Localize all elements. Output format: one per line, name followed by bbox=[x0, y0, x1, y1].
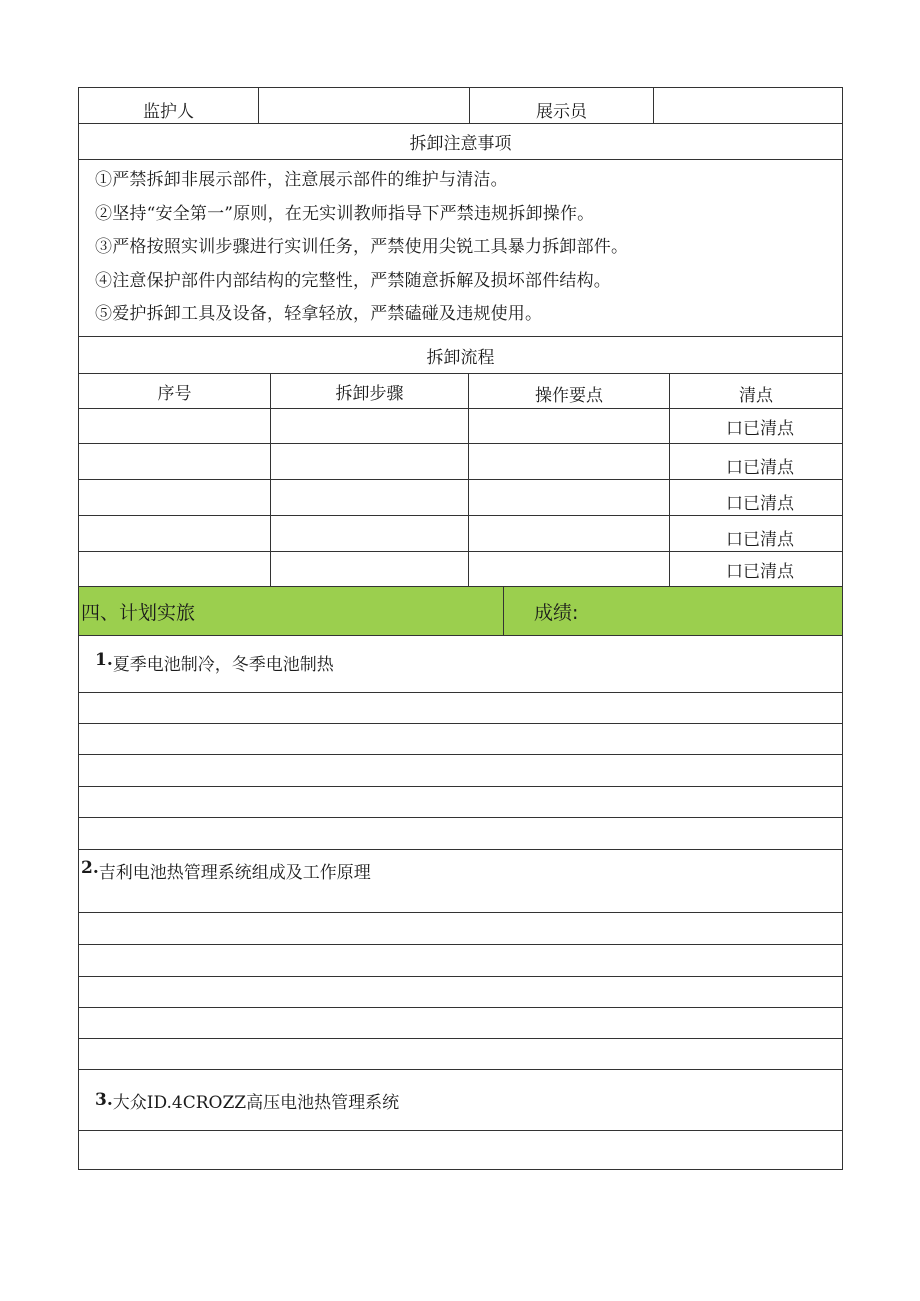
process-title-row bbox=[78, 337, 843, 374]
plan-section-header bbox=[78, 587, 843, 636]
note-item: ④注意保护部件内部结构的完整性，严禁随意拆解及损坏部件结构。 bbox=[95, 270, 611, 291]
notes-title: 拆卸注意事项 bbox=[409, 134, 512, 154]
row-seq[interactable] bbox=[79, 552, 271, 586]
process-row bbox=[78, 516, 843, 552]
supervisor-field[interactable] bbox=[259, 88, 470, 123]
row-seq[interactable] bbox=[79, 480, 271, 515]
row-step[interactable] bbox=[271, 409, 469, 443]
note-item: ①严禁拆卸非展示部件，注意展示部件的维护与清洁。 bbox=[95, 170, 508, 190]
process-row bbox=[78, 480, 843, 516]
checked-checkbox[interactable]: 口已清点 bbox=[726, 418, 794, 439]
note-item: ③严格按照实训步骤进行实训任务，严禁使用尖锐工具暴力拆卸部件。 bbox=[95, 237, 629, 257]
presenter-field[interactable] bbox=[654, 88, 842, 123]
question-text: 吉利电池热管理系统组成及工作原理 bbox=[98, 863, 371, 883]
process-row bbox=[78, 552, 843, 587]
checked-checkbox[interactable]: 口已清点 bbox=[726, 494, 794, 514]
score-label: 成绩: bbox=[534, 601, 579, 624]
question-title bbox=[79, 636, 842, 692]
question-title-row bbox=[78, 636, 843, 693]
answer-line[interactable] bbox=[78, 1039, 843, 1070]
process-title: 拆卸流程 bbox=[426, 347, 495, 368]
question-text: 大众ID.4CROZZ高压电池热管理系统 bbox=[112, 1092, 400, 1113]
question-title bbox=[79, 1070, 842, 1130]
answer-line[interactable] bbox=[78, 977, 843, 1008]
question-text: 夏季电池制冷，冬季电池制热 bbox=[112, 655, 334, 675]
question-title-row bbox=[78, 850, 843, 913]
row-keypoint[interactable] bbox=[469, 444, 670, 479]
presenter-label: 展示员 bbox=[470, 88, 654, 123]
supervisor-label: 监护人 bbox=[79, 88, 259, 123]
answer-line[interactable] bbox=[78, 693, 843, 724]
note-item: ⑤爱护拆卸工具及设备，轻拿轻放，严禁磕碰及违规使用。 bbox=[95, 304, 543, 324]
notes-title-row bbox=[78, 124, 843, 160]
row-step[interactable] bbox=[271, 444, 469, 479]
header-seq: 序号 bbox=[79, 374, 271, 408]
answer-line[interactable] bbox=[78, 1008, 843, 1039]
row-keypoint[interactable] bbox=[469, 409, 670, 443]
question-number: 1. bbox=[95, 650, 113, 670]
row-step[interactable] bbox=[271, 480, 469, 515]
answer-line[interactable] bbox=[78, 787, 843, 818]
row-keypoint[interactable] bbox=[469, 480, 670, 515]
question-number: 3. bbox=[95, 1090, 113, 1110]
plan-section-title: 四、计划实旅 bbox=[79, 587, 504, 635]
row-keypoint[interactable] bbox=[469, 516, 670, 551]
question-title-row bbox=[78, 1070, 843, 1131]
row-keypoint[interactable] bbox=[469, 552, 670, 586]
process-row bbox=[78, 409, 843, 444]
process-header-row bbox=[78, 374, 843, 409]
row-step[interactable] bbox=[271, 516, 469, 551]
checked-checkbox[interactable]: 口已清点 bbox=[726, 530, 794, 550]
header-step: 拆卸步骤 bbox=[271, 374, 469, 408]
header-keypoint: 操作要点 bbox=[469, 374, 670, 408]
row-seq[interactable] bbox=[79, 516, 271, 551]
question-title bbox=[79, 850, 842, 912]
answer-line[interactable] bbox=[78, 755, 843, 787]
row-seq[interactable] bbox=[79, 409, 271, 443]
answer-line[interactable] bbox=[78, 1131, 843, 1170]
question-number: 2. bbox=[81, 858, 99, 878]
checked-checkbox[interactable]: 口已清点 bbox=[726, 561, 794, 582]
signature-row bbox=[78, 87, 843, 124]
process-row bbox=[78, 444, 843, 480]
notes-list bbox=[78, 160, 843, 337]
answer-line[interactable] bbox=[78, 724, 843, 755]
worksheet-table bbox=[78, 87, 843, 1170]
answer-line[interactable] bbox=[78, 945, 843, 977]
header-check: 清点 bbox=[739, 385, 773, 406]
answer-line[interactable] bbox=[78, 818, 843, 850]
checked-checkbox[interactable]: 口已清点 bbox=[726, 458, 794, 478]
row-seq[interactable] bbox=[79, 444, 271, 479]
row-step[interactable] bbox=[271, 552, 469, 586]
answer-line[interactable] bbox=[78, 913, 843, 945]
note-item: ②坚持“安全第一”原则，在无实训教师指导下严禁违规拆卸操作。 bbox=[95, 203, 595, 224]
